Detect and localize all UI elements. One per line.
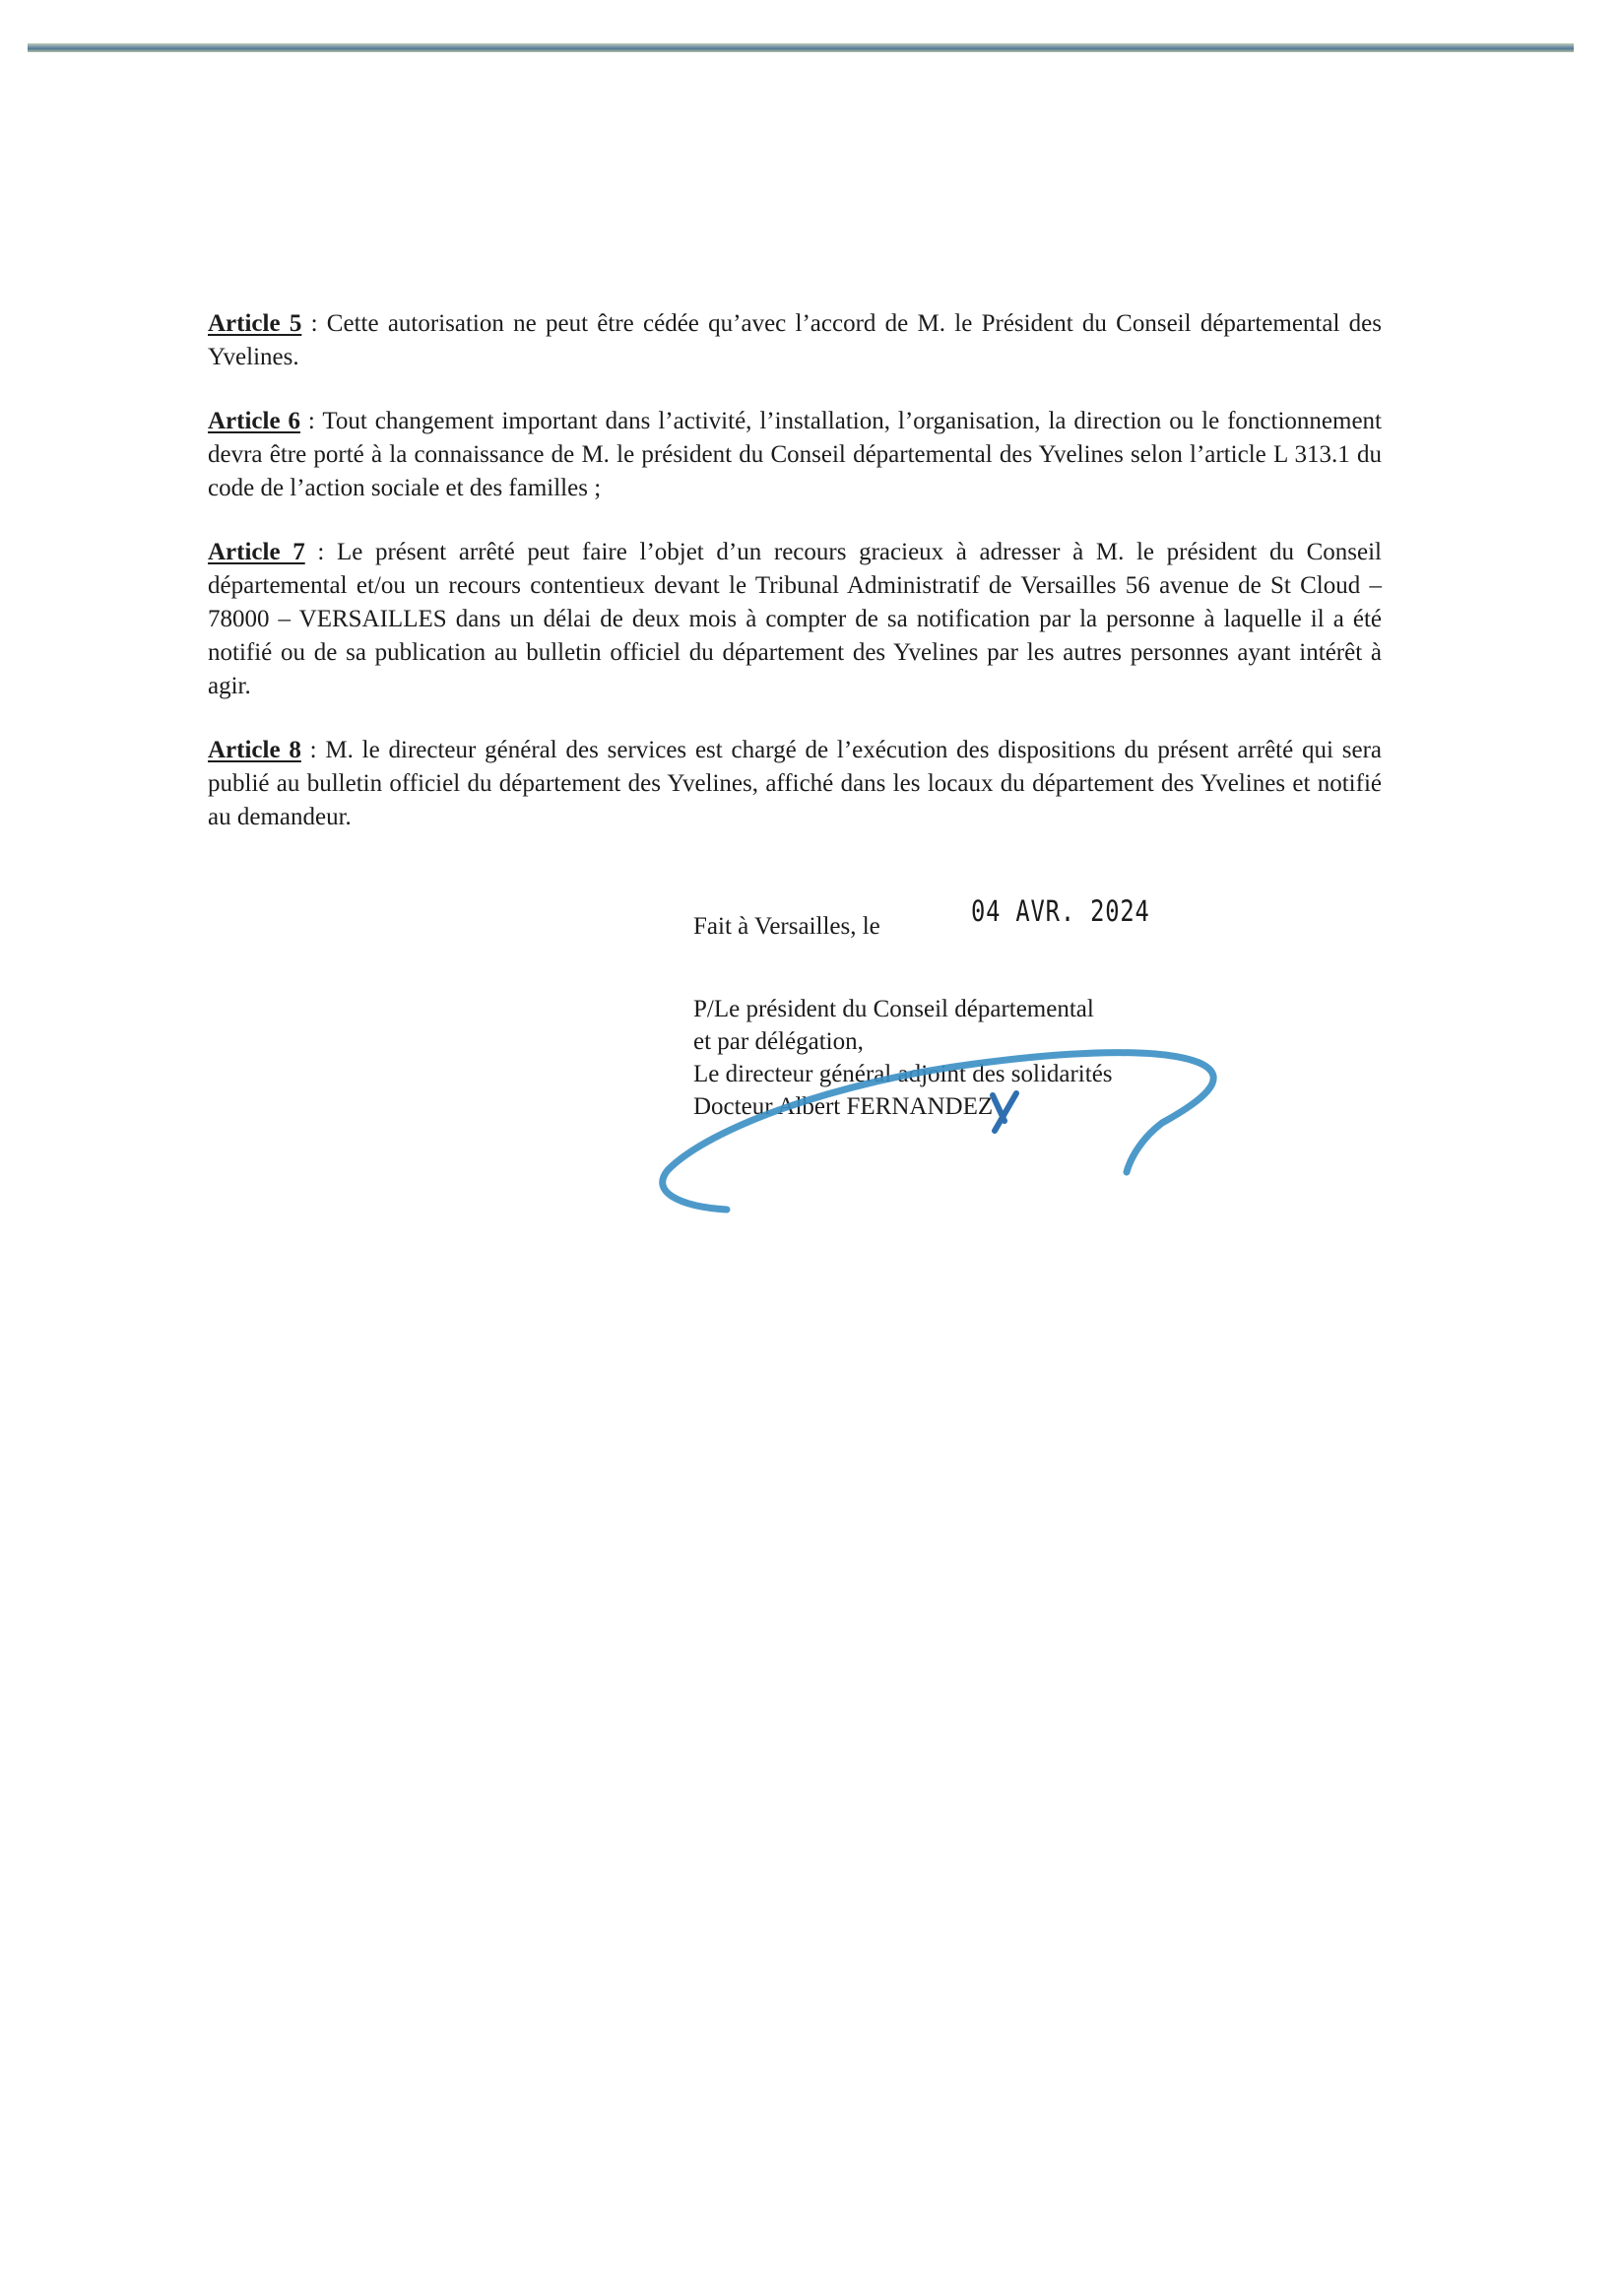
article-label: Article 8 <box>208 737 301 763</box>
article-7 <box>208 536 1382 703</box>
signatory-line: Docteur Albert FERNANDEZ <box>693 1093 994 1120</box>
article-label: Article 6 <box>208 408 300 434</box>
place-text: Fait à Versailles, le <box>693 913 880 940</box>
place-date-line <box>693 894 1245 953</box>
article-label: Article 7 <box>208 539 305 565</box>
article-text: : Cette autorisation ne peut être cédée qu’avec l’accord de M. le Président du Conseil départemental des Yvelines. <box>208 310 1382 370</box>
date-stamp: 04 AVR. 2024 <box>971 894 1150 928</box>
top-color-band <box>28 43 1574 52</box>
signatory-line: Le directeur général adjoint des solidarités <box>693 1061 1113 1087</box>
article-text: : Le présent arrêté peut faire l’objet d’un recours gracieux à adresser à M. le président du Conseil départemental et/ou un recours contentieux devant le Tribunal Administratif de Versailles 56 avenue de St Cloud – 78000 – VERSAILLES dans un délai de deux mois à compter de sa notification par la personne à laquelle il a été notifié ou de sa publication au bulletin officiel du département des Yvelines par les autres personnes ayant intérêt à agir. <box>208 539 1383 699</box>
articles-section <box>208 307 1382 865</box>
signatory-line: et par délégation, <box>693 1028 864 1055</box>
article-label: Article 5 <box>208 310 302 337</box>
article-5 <box>208 307 1382 374</box>
article-text: : Tout changement important dans l’activité, l’installation, l’organisation, la direction ou le fonctionnement devra être porté à la connaissance de M. le président du Conseil départemental des Yvelines selon l’article L 313.1 du code de l’action sociale et des familles ; <box>208 408 1382 501</box>
article-text: : M. le directeur général des services est chargé de l’exécution des dispositions du présent arrêté qui sera publié au bulletin officiel du département des Yvelines, affiché dans les locaux du département des Yvelines et notifié au demandeur. <box>208 737 1382 830</box>
handwritten-signature <box>650 1044 1221 1221</box>
article-6 <box>208 405 1382 505</box>
article-8 <box>208 734 1382 834</box>
signatory-line: P/Le président du Conseil départemental <box>693 996 1094 1022</box>
